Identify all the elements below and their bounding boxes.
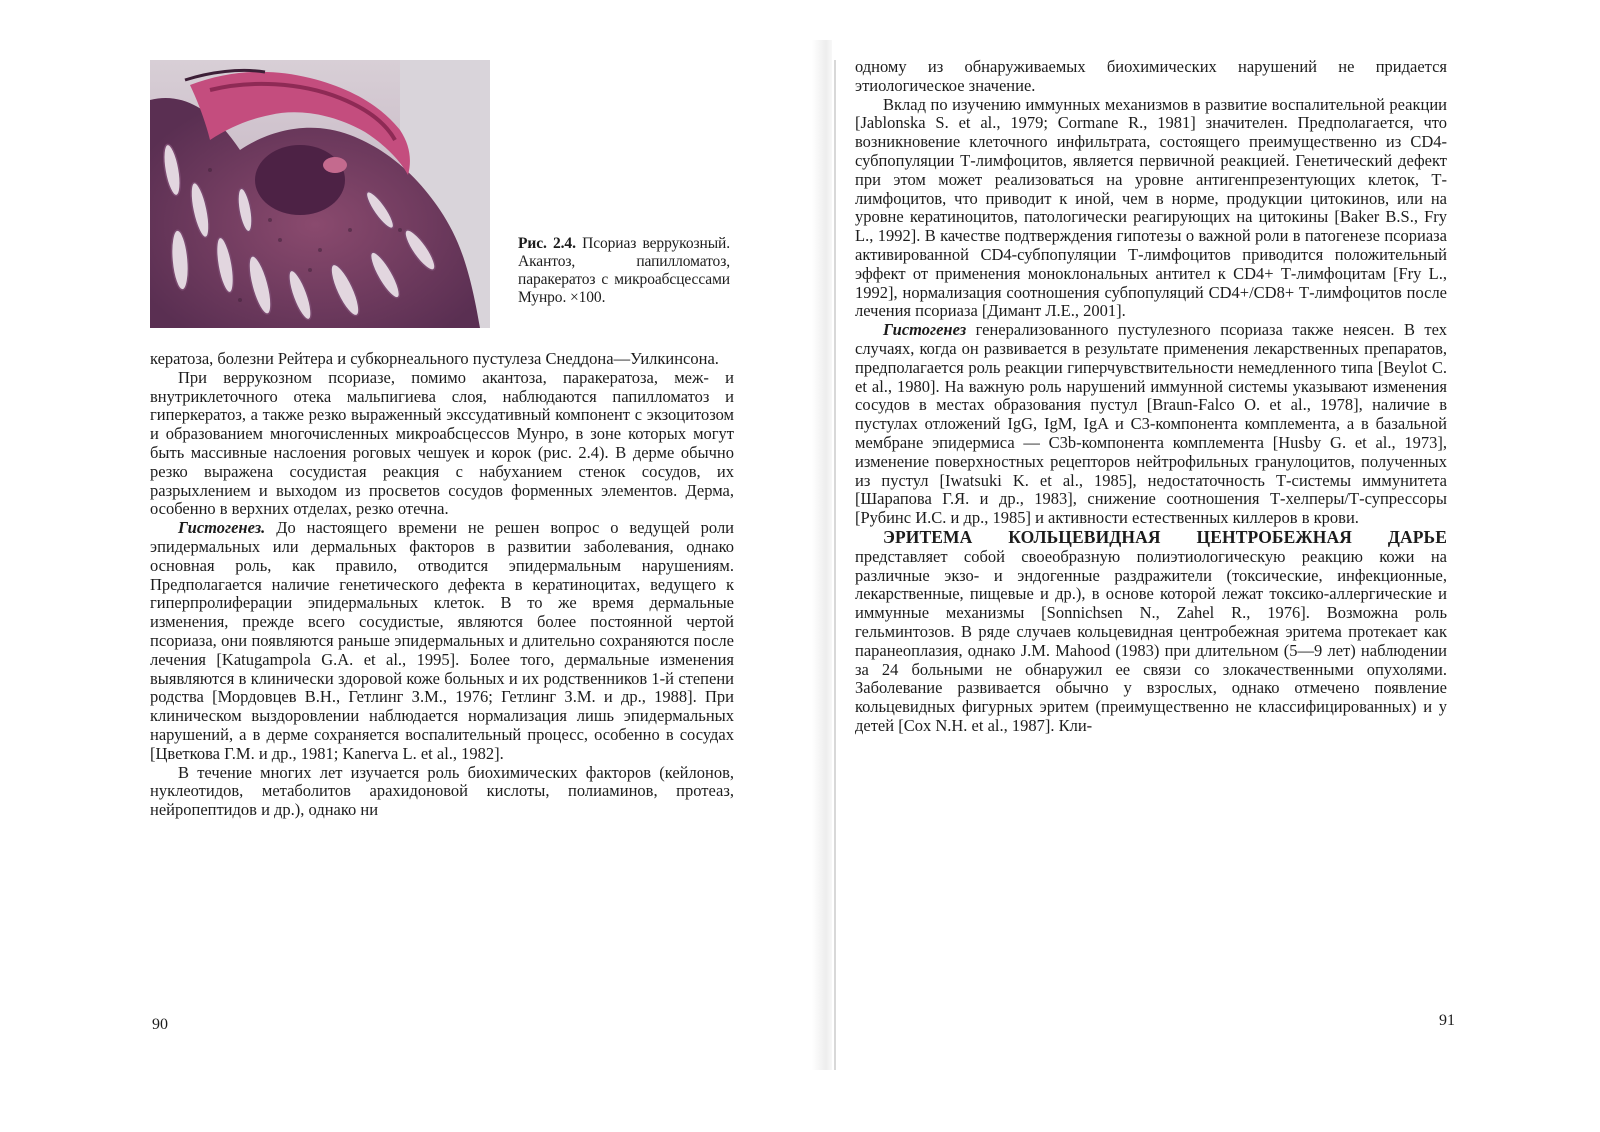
left-page [118,50,802,1070]
paragraph: Вклад по изучению иммунных механизмов в развитие воспалительной реакции [Jablonska S. et al., 1979; Cormane R., 1981] значителен. Предполагается, что возникновение клеточного инфильтрата, состоящего преимущественно из CD4-субпопуляции Т-лимфоцитов, является первичной реакцией. Генетический дефект при этом может реализоваться на уровне антигенпрезентующих клеток, Т-лимфоцитов, что приводит к иной, чем в норме, продукции цитокинов, или на уровне кератиноцитов, патологически реагирующих на цитокины [Baker B.S., Fry L., 1992]. В качестве подтверждения гипотезы о важной роли в патогенезе псориаза активированной CD4-субпопуляции Т-лимфоцитов приводится положительный эффект от применения моноклональных антител к CD4+ Т-лимфоцитам [Fry L., 1992], нормализация соотношения субпопуляций CD4+/CD8+ Т-лимфоцитов после лечения псориаза [Димант Л.Е., 2001]. [855,94,1447,321]
paragraph-text: До настоящего времени не решен вопрос о ведущей роли эпидермальных или дермальных факторов в развитии заболевания, однако основная роль, как правило, отводится эпидермальным нарушениям. Предполагается наличие генетического дефекта в кератиноцитах, ведущего к гиперпролиферации эпидермальных клеток. В то же время дермальные изменения, прежде всего сосудистые, являются более постоянной чертой псориаза, они появляются раньше эпидермальных и длительно сохраняются после лечения [Katugampola G.A. et al., 1995]. Более того, дермальные изменения выявляются в клинически здоровой коже больных и их родственников 1-й степени родства [Мордовцев В.Н., Гетлинг З.М., 1976; Гетлинг З.М. и др., 1988]. При клиническом выздоровлении наблюдается нормализация лишь эпидермальных нарушений, а в дерме сохраняется воспалительный процесс, особенно в сосудах [Цветкова Г.М. и др., 1981; Kanerva L. et al., 1982]. [150,518,735,763]
histogenesis-label: Гистогенез [883,320,967,340]
figure-label: Рис. 2.4. [518,235,576,252]
left-page-text [150,350,734,820]
page-number: 91 [1439,1012,1455,1029]
paragraph-text: генерализованного пустулезного псориаза также неясен. В тех случаях, когда он развивается в результате применения лекарственных препаратов, предполагается роль реакции гиперчувствительности немедленного типа [Beylot C. et al., 1980]. На важную роль нарушений иммунной системы указывают изменения сосудов в местах образования пустул [Braun-Falco O. et al., 1978], наличие в пустулах отложений IgG, IgM, IgA и С3-компонента комплемента, а в базальной мембране эпидермиса — С3b-компонента комплемента [Husby G. et al., 1973], изменение поверхностных рецепторов нейтрофильных гранулоцитов, полученных из пустул [Iwatsuki K. et al., 1985], недостаточность Т-системы иммунитета [Шарапова Г.Я. и др., 1983], снижение соотношения Т-хелперы/Т-супрессоры [Рубинс И.С. и др., 1985] и активности естественных киллеров в крови. [855,320,1447,528]
right-page [855,50,1455,1070]
book-gutter-line [834,60,836,1070]
paragraph-text: представляет собой своеобразную полиэтиологическую реакцию кожи на различные экзо- и эндогенные раздражители (токсические, инфекционные, лекарственные, пищевые и др.), в основе которой лежат токсико-аллергические и иммунные механизмы [Sonnichsen N., Zahel R., 1976]. Возможна роль гельминтозов. В ряде случаев кольцевидная центробежная эритема протекает как паранеоплазия, однако J.M. Mahood (1983) при длительном (5—9 лет) наблюдении за 24 больными не обнаружил ее связи со злокачественными опухолями. Заболевание развивается обычно у взрослых, однако отмечено появление кольцевидных фигурных эритем (преимущественно не классифицированных) и у детей [Cox N.H. et al., 1987]. Кли- [855,546,1447,735]
figure-2-4 [150,60,730,332]
skin-histology-micrograph-icon [150,60,490,328]
section-title: ЭРИТЕМА КОЛЬЦЕВИДНАЯ ЦЕНТРОБЕЖНАЯ ДАРЬЕ [883,526,1447,547]
paragraph [855,528,1447,736]
figure-caption-text: Псориаз веррукозный. Акантоз, папилломатоз, паракератоз с микроабсцессами Мунро. ×100. [518,235,730,306]
page-number: 90 [152,1016,168,1033]
paragraph: одному из обнаруживаемых биохимических нарушений не придается этиологическое значение. [855,57,1447,95]
figure-caption [518,235,730,307]
paragraph: кератоза, болезни Рейтера и субкорнеального пустулеза Снеддона—Уилкинсона. [150,349,719,368]
paragraph [855,321,1447,528]
paragraph [150,519,734,763]
book-gutter-shadow [812,40,832,1070]
histogenesis-label: Гистогенез. [178,518,266,538]
paragraph: В течение многих лет изучается роль биохимических факторов (кейлонов, нуклеотидов, метаболитов арахидоновой кислоты, полиаминов, протеаз, нейропептидов и др.), однако ни [150,762,734,820]
right-page-text [855,58,1447,736]
paragraph: При веррукозном псориазе, помимо акантоза, паракератоза, меж- и внутриклеточного отека мальпигиева слоя, наблюдаются папилломатоз и гиперкератоз, а также резко выраженный экссудативный компонент с экзоцитозом и образованием многочисленных микроабсцессов Мунро, в зоне которых могут быть массивные наслоения роговых чешуек и корок (рис. 2.4). В дерме обычно резко выражена сосудистая реакция с набуханием стенок сосудов, их разрыхлением и выходом из просветов сосудов форменных элементов. Дерма, особенно в верхних отделах, резко отечна. [150,367,734,519]
